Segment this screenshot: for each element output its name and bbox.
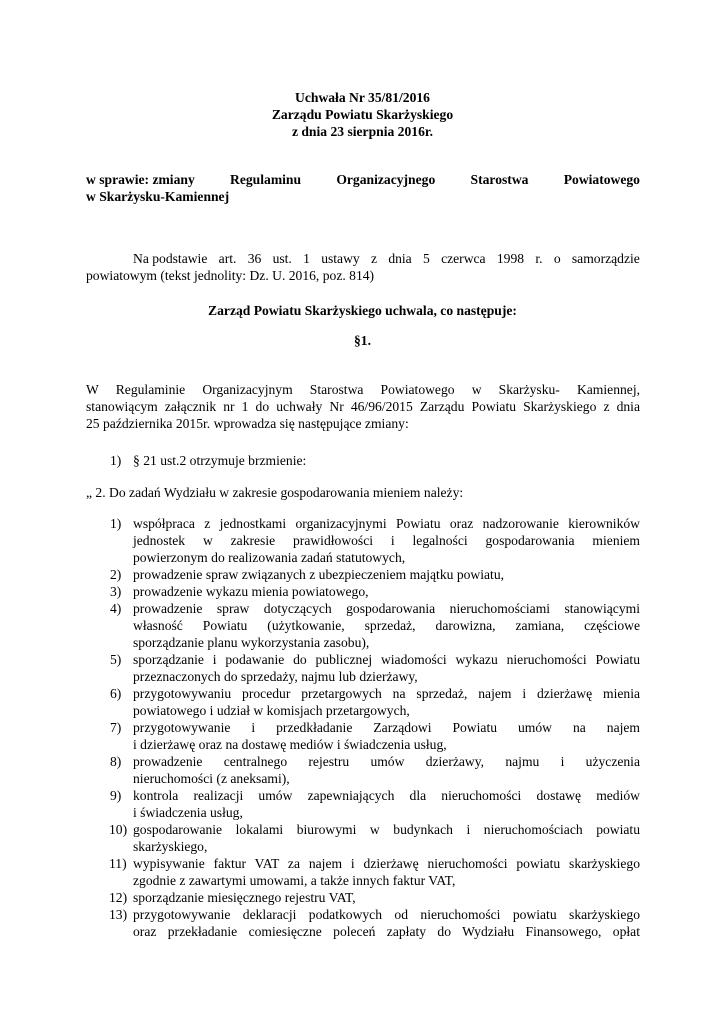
list-item xyxy=(86,889,640,906)
list-item-text xyxy=(133,583,640,600)
list-item-number: 9) xyxy=(110,788,122,803)
intro-paragraph xyxy=(86,381,640,432)
list-item-number: 10) xyxy=(109,822,128,837)
basis-word: samorządzie xyxy=(571,251,640,266)
list-item xyxy=(86,583,640,600)
list-item-number: 2) xyxy=(110,567,122,582)
basis-word: dnia xyxy=(388,251,412,266)
list-item-number: 11) xyxy=(109,856,127,871)
quote-intro: „ 2. Do zadań Wydziału w zakresie gospodarowania mieniem należy: xyxy=(86,485,464,500)
basis-word: ust. xyxy=(272,251,292,266)
list-item-line: wypisywanie faktur VAT za najem i dzierżawę nieruchomości powiatu skarżyskiego xyxy=(133,856,640,871)
list-item-line: i świadczenia usług, xyxy=(133,805,243,820)
list-item-line: współpraca z jednostkami organizacyjnymi Powiatu oraz nadzorowanie kierowników xyxy=(133,516,640,531)
list-item-text xyxy=(133,566,640,583)
list-item-number: 5) xyxy=(110,652,122,667)
basis-word: 5 xyxy=(423,251,430,266)
list-item-number: 8) xyxy=(110,754,122,769)
resolution-heading-text: Zarząd Powiatu Skarżyskiego uchwala, co następuje: xyxy=(208,303,517,318)
subject-word: Starostwa xyxy=(470,172,529,187)
list-item xyxy=(86,719,640,753)
list-item-number: 13) xyxy=(109,907,128,922)
list-item xyxy=(86,515,640,566)
list-item-number: 7) xyxy=(110,720,122,735)
list-item-line: powiatowego i udział w komisjach przetargowych, xyxy=(133,703,410,718)
list-item-line: sporządzanie planu wykorzystania zasobu), xyxy=(133,635,370,650)
list-item-text xyxy=(133,906,640,940)
list-item-text xyxy=(133,787,640,821)
list-item-line: prowadzenie spraw związanych z ubezpieczeniem majątku powiatu, xyxy=(133,567,505,582)
intro-line-1: W Regulaminie Organizacyjnym Starostwa Powiatowego w Skarżysku- Kamiennej, xyxy=(86,382,640,397)
list-item-line: własność Powiatu (użytkowanie, sprzedaż, darowizna, zamiana, częściowe xyxy=(133,618,640,633)
list-item-text xyxy=(133,855,640,889)
list-item xyxy=(86,855,640,889)
section-mark xyxy=(0,332,725,349)
list-item-text xyxy=(133,821,640,855)
list-item xyxy=(86,651,640,685)
list-item-text xyxy=(133,753,640,787)
list-item-line: prowadzenie wykazu mienia powiatowego, xyxy=(133,584,369,599)
basis-word: r. xyxy=(535,251,543,266)
intro-line-2: stanowiącym załącznik nr 1 do uchwały Nr 46/96/2015 Zarządu Powiatu Skarżyskiego z dnia xyxy=(86,399,640,414)
subject-word: Organizacyjnego xyxy=(336,172,436,187)
list-item-text xyxy=(133,600,640,651)
list-item-line: przeznaczonych do sprzedaży, najmu lub dzierżawy, xyxy=(133,669,418,684)
list-item-line: zgodnie z zawartymi umowami, a także innych faktur VAT, xyxy=(133,873,456,888)
list-item-line: jednostek w zakresie prawidłowości i legalności gospodarowania mieniem xyxy=(133,533,640,548)
list-item-line: kontrola realizacji umów zapewniających dla nieruchomości dostawę mediów xyxy=(133,788,640,803)
list-item-line: powierzonym do realizowania zadań statutowych, xyxy=(133,550,406,565)
list-item xyxy=(86,906,640,940)
title-line-1: Uchwała Nr 35/81/2016 xyxy=(295,90,430,105)
intro-line-3: 25 października 2015r. wprowadza się następujące zmiany: xyxy=(86,416,409,431)
list-item-line: gospodarowanie lokalami biurowymi w budynkach i nieruchomościach powiatu xyxy=(133,822,640,837)
section-mark-text: §1. xyxy=(354,333,371,348)
basis-word: 1 xyxy=(303,251,310,266)
list-item-line: i dzierżawę oraz na dostawę mediów i świadczenia usług, xyxy=(133,737,447,752)
basis-word: Na podstawie xyxy=(133,251,208,266)
list-item-number: 6) xyxy=(110,686,122,701)
basis-line-1 xyxy=(133,250,640,267)
basis-word: z xyxy=(370,251,378,266)
subject-word: w sprawie: zmiany xyxy=(86,172,195,187)
basis-word: art. xyxy=(218,251,237,266)
list-item xyxy=(86,753,640,787)
list-item-number: 4) xyxy=(110,601,122,616)
list-item-number: 12) xyxy=(109,890,128,905)
list-item xyxy=(86,821,640,855)
subject-line-2: w Skarżysku-Kamiennej xyxy=(86,189,230,204)
title-line-3: z dnia 23 sierpnia 2016r. xyxy=(291,124,434,139)
task-list xyxy=(86,515,640,940)
list-item-line: sporządzanie miesięcznego rejestru VAT, xyxy=(133,890,356,905)
list-item-line: prowadzenie spraw dotyczących gospodarowania nieruchomościami stanowiącymi xyxy=(133,601,640,616)
basis-word: ustawy xyxy=(321,251,360,266)
subject-line-1 xyxy=(86,171,640,188)
list-item-number: 1) xyxy=(110,516,122,531)
change-item-text: § 21 ust.2 otrzymuje brzmienie: xyxy=(133,453,307,468)
resolution-heading xyxy=(0,302,725,319)
list-item xyxy=(86,600,640,651)
list-item-text xyxy=(133,685,640,719)
list-item-number: 3) xyxy=(110,584,122,599)
list-item-line: skarżyskiego, xyxy=(133,839,208,854)
list-item xyxy=(86,787,640,821)
list-item-line: przygotowywanie i przedkładanie Zarządowi Powiatu umów na najem xyxy=(133,720,640,735)
basis-word: o xyxy=(553,251,561,266)
list-item-line: przygotowywanie deklaracji podatkowych od nieruchomości powiatu skarżyskiego xyxy=(133,907,640,922)
list-item-text xyxy=(133,719,640,753)
subject-word: Powiatowego xyxy=(563,172,640,187)
basis-word: 1998 xyxy=(496,251,525,266)
basis-word: czerwca xyxy=(441,251,486,266)
basis-line-2: powiatowym (tekst jednolity: Dz. U. 2016, poz. 814) xyxy=(86,268,375,283)
basis-word: 36 xyxy=(247,251,262,266)
list-item xyxy=(86,566,640,583)
title-line-2: Zarządu Powiatu Skarżyskiego xyxy=(271,107,454,122)
list-item xyxy=(86,685,640,719)
list-item-text xyxy=(133,651,640,685)
document-title xyxy=(0,89,725,140)
list-item-line: oraz przekładanie comiesięczne poleceń zapłaty do Wydziału Finansowego, opłat xyxy=(133,924,640,939)
list-item-text xyxy=(133,889,640,906)
change-item-number: 1) xyxy=(110,453,122,468)
list-item-line: sporządzanie i podawanie do publicznej wiadomości wykazu nieruchomości Powiatu xyxy=(133,652,640,667)
subject-word: Regulaminu xyxy=(230,172,302,187)
list-item-text xyxy=(133,515,640,566)
list-item-line: prowadzenie centralnego rejestru umów dzierżawy, najmu i użyczenia xyxy=(133,754,640,769)
list-item-line: przygotowywaniu procedur przetargowych na sprzedaż, najem i dzierżawę mienia xyxy=(133,686,640,701)
list-item-line: nieruchomości (z aneksami), xyxy=(133,771,290,786)
